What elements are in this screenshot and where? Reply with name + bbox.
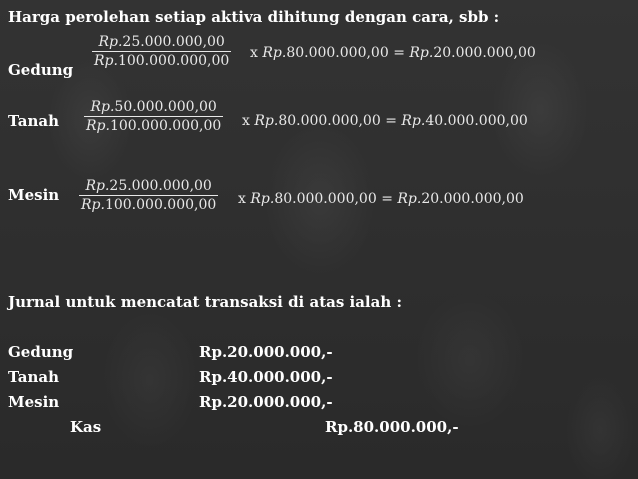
- calc-rest-tanah: x Rp.80.000.000,00 = Rp.40.000.000,00: [242, 113, 528, 129]
- calc-fraction-gedung: [92, 33, 231, 70]
- fraction-numerator: Rp.25.000.000,00: [85, 178, 212, 194]
- journal-debit-amount-gedung: Rp.20.000.000,-: [199, 343, 333, 361]
- fraction-denominator: Rp.100.000.000,00: [81, 197, 217, 213]
- page-heading: Harga perolehan setiap aktiva dihitung dengan cara, sbb :: [8, 8, 500, 26]
- journal-debit-amount-tanah: Rp.40.000.000,-: [199, 368, 333, 386]
- calc-label-tanah: Tanah: [8, 112, 59, 130]
- calc-fraction-tanah: [84, 98, 223, 135]
- journal-credit-account-kas: Kas: [70, 418, 102, 436]
- fraction-numerator: Rp.25.000.000,00: [98, 34, 225, 50]
- journal-debit-account-gedung: Gedung: [8, 343, 74, 361]
- journal-debit-account-mesin: Mesin: [8, 393, 60, 411]
- journal-debit-account-tanah: Tanah: [8, 368, 59, 386]
- fraction-numerator: Rp.50.000.000,00: [90, 99, 217, 115]
- calc-label-mesin: Mesin: [8, 186, 60, 204]
- fraction-denominator: Rp.100.000.000,00: [86, 118, 222, 134]
- journal-debit-amount-mesin: Rp.20.000.000,-: [199, 393, 333, 411]
- fraction-denominator: Rp.100.000.000,00: [94, 53, 230, 69]
- journal-heading: Jurnal untuk mencatat transaksi di atas ialah :: [8, 293, 403, 311]
- journal-credit-amount-kas: Rp.80.000.000,-: [325, 418, 459, 436]
- calc-label-gedung: Gedung: [8, 61, 74, 79]
- calc-rest-gedung: x Rp.80.000.000,00 = Rp.20.000.000,00: [250, 45, 536, 61]
- calc-fraction-mesin: [79, 177, 218, 214]
- calc-rest-mesin: x Rp.80.000.000,00 = Rp.20.000.000,00: [238, 191, 524, 207]
